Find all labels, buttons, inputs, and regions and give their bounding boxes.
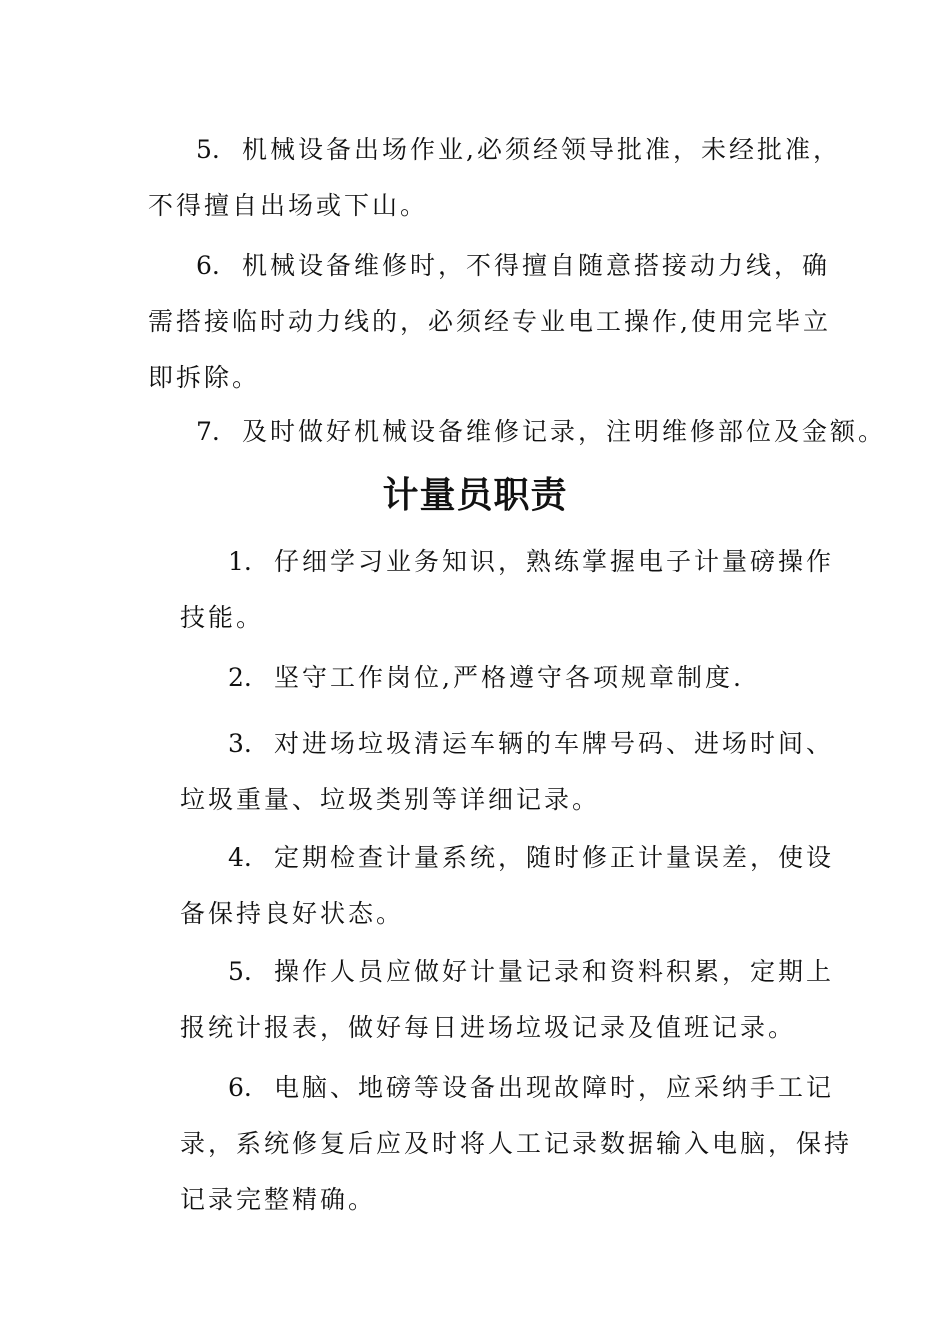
section-item-1	[180, 534, 834, 646]
item-number: 2.	[228, 663, 252, 692]
prev-item-7	[148, 404, 886, 460]
item-text: 录，系统修复后应及时将人工记录数据输入电脑，保持	[180, 1129, 853, 1158]
item-number: 5.	[196, 135, 220, 164]
item-text: 电脑、地磅等设备出现故障时，应采纳手工记	[274, 1073, 835, 1102]
item-text: 技能。	[180, 603, 265, 632]
item-text: 坚守工作岗位,严格遵守各项规章制度.	[274, 663, 744, 692]
item-text: 报统计报表，做好每日进场垃圾记录及值班记录。	[180, 1013, 797, 1042]
item-number: 6.	[196, 251, 220, 280]
item-number: 5.	[228, 957, 252, 986]
item-text: 机械设备维修时，不得擅自随意搭接动力线，确	[242, 251, 831, 280]
item-number: 3.	[228, 729, 252, 758]
section-item-5	[180, 944, 834, 1056]
item-text: 不得擅自出场或下山。	[148, 191, 429, 220]
item-text: 记录完整精确。	[180, 1185, 377, 1214]
item-text: 及时做好机械设备维修记录，注明维修部位及金额。	[242, 417, 887, 446]
section-title: 计量员职责	[382, 475, 568, 516]
item-text: 对进场垃圾清运车辆的车牌号码、进场时间、	[274, 729, 835, 758]
prev-item-6	[148, 238, 831, 406]
prev-item-5	[148, 122, 841, 234]
section-item-3	[180, 716, 834, 828]
item-text: 仔细学习业务知识，熟练掌握电子计量磅操作	[274, 547, 835, 576]
item-text: 定期检查计量系统，随时修正计量误差，使设	[274, 843, 835, 872]
item-number: 7.	[196, 417, 220, 446]
section-item-2	[180, 650, 744, 706]
item-number: 4.	[228, 843, 252, 872]
section-item-4	[180, 830, 834, 942]
item-text: 即拆除。	[148, 363, 261, 392]
item-text: 备保持良好状态。	[180, 899, 405, 928]
item-number: 6.	[228, 1073, 252, 1102]
item-number: 1.	[228, 547, 252, 576]
item-text: 机械设备出场作业,必须经领导批准，未经批准，	[242, 135, 841, 164]
section-item-6	[180, 1060, 852, 1228]
item-text: 垃圾重量、垃圾类别等详细记录。	[180, 785, 601, 814]
item-text: 操作人员应做好计量记录和资料积累，定期上	[274, 957, 835, 986]
item-text: 需搭接临时动力线的，必须经专业电工操作,使用完毕立	[148, 307, 831, 336]
